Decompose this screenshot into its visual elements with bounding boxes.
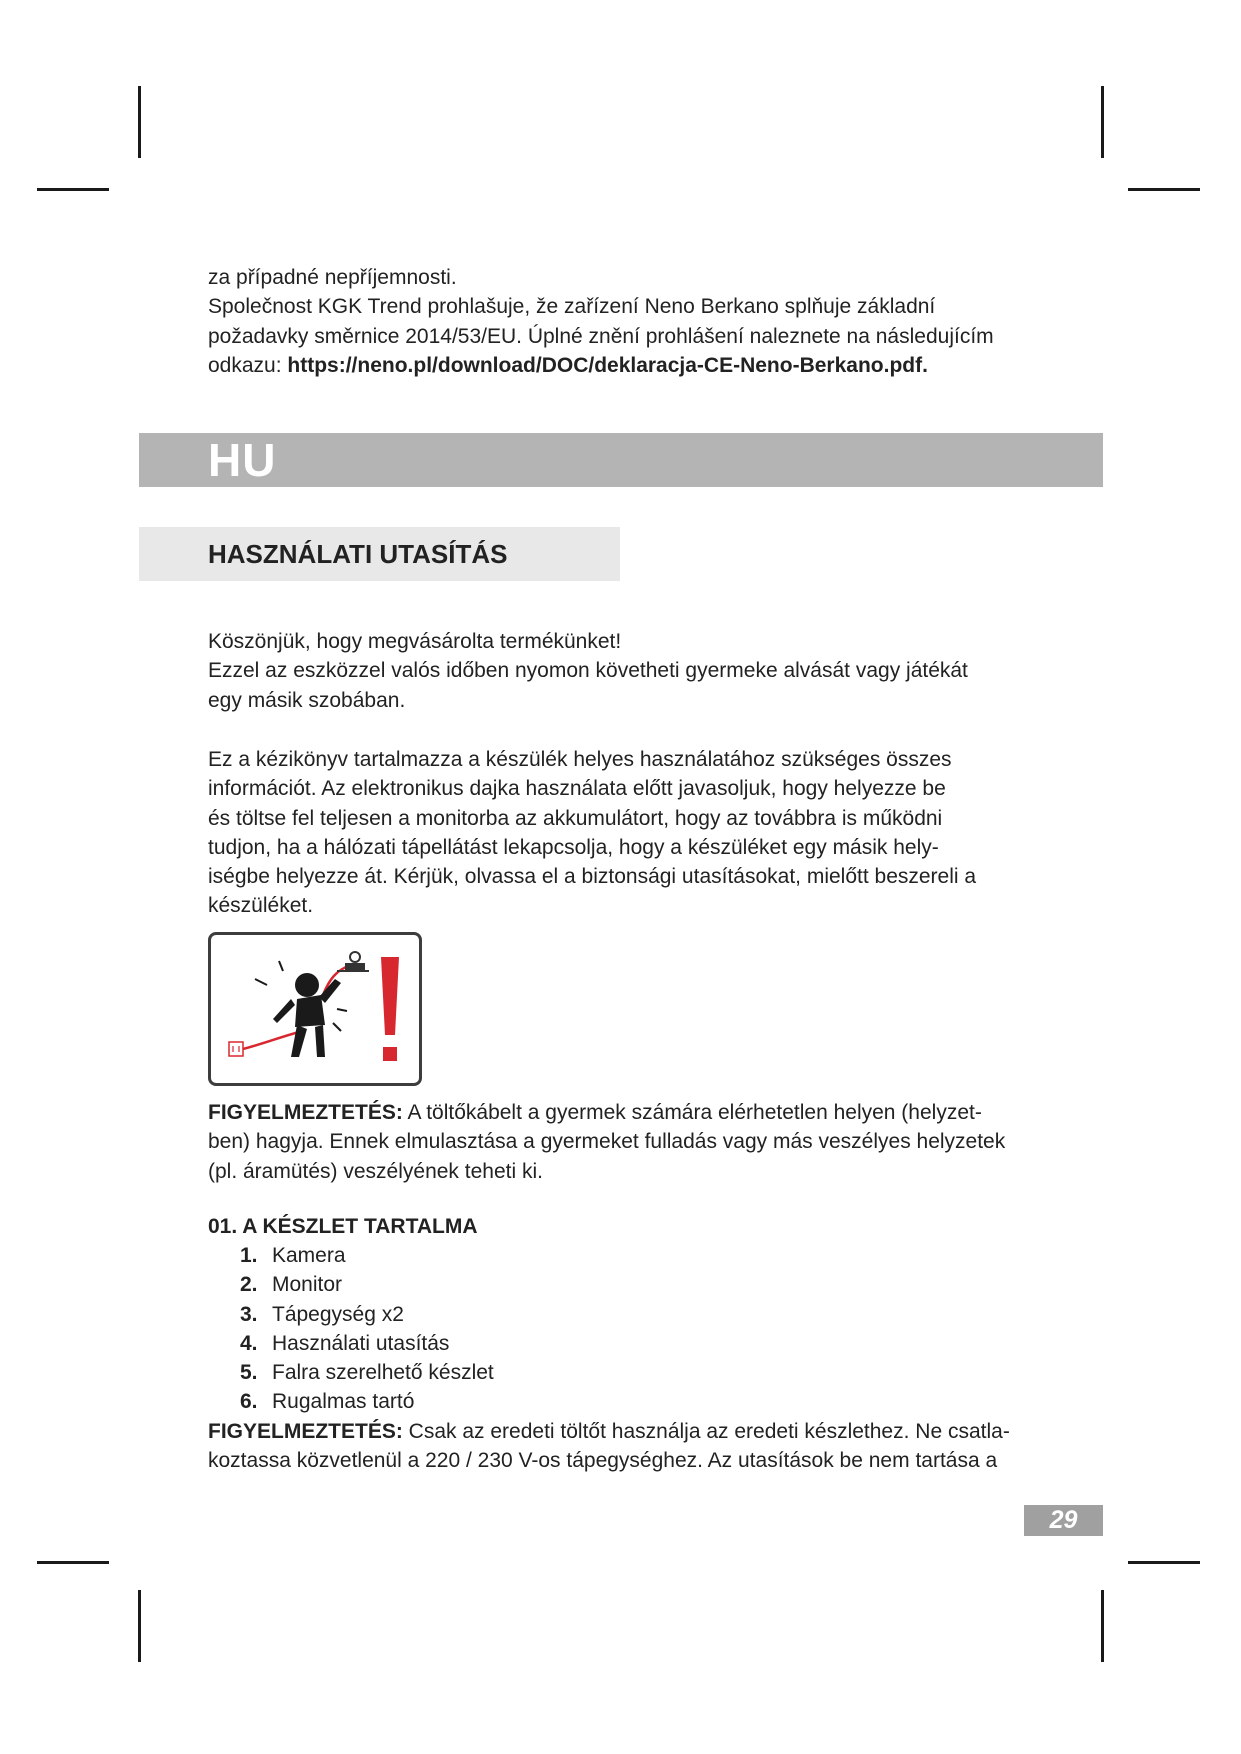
list-item — [240, 1300, 494, 1329]
manual-info-paragraph — [208, 745, 1048, 921]
warning-label: FIGYELMEZTETÉS: — [208, 1101, 403, 1124]
text-line: készüléket. — [208, 894, 314, 918]
page-number-badge: 29 — [1024, 1505, 1103, 1536]
kit-contents-title: 01. A KÉSZLET TARTALMA — [208, 1215, 478, 1238]
text-line: (pl. áramütés) veszélyének teheti ki. — [208, 1159, 543, 1183]
crop-mark — [37, 1561, 109, 1564]
list-item-number: 1. — [240, 1244, 258, 1267]
text-line — [208, 1098, 1048, 1127]
crop-mark — [1128, 1561, 1200, 1564]
text-line: információt. Az elektronikus dajka használata előtt javasoljuk, hogy helyezze be — [208, 777, 946, 801]
list-item — [240, 1241, 494, 1270]
text-line: za případné nepříjemnosti. — [208, 266, 457, 289]
text-line — [208, 1417, 1048, 1446]
list-item-label: Használati utasítás — [272, 1331, 450, 1355]
text-line: Köszönjük, hogy megvásárolta termékünket! — [208, 630, 622, 653]
list-item — [240, 1387, 494, 1416]
cable-warning-paragraph — [208, 1098, 1048, 1186]
text-line — [208, 351, 1048, 380]
list-item-label: Kamera — [272, 1244, 346, 1267]
crop-mark — [138, 1590, 141, 1662]
text-line: Ezzel az eszközzel valós időben nyomon követheti gyermeke alvását vagy játékát — [208, 659, 968, 683]
text-line: koztassa közvetlenül a 220 / 230 V-os tápegységhez. Az utasítások be nem tartása a — [208, 1449, 998, 1473]
kit-contents-list — [240, 1241, 494, 1417]
list-item-label: Rugalmas tartó — [272, 1390, 415, 1414]
text-line: és töltse fel teljesen a monitorba az akkumulátort, hogy az továbbra is működni — [208, 806, 943, 830]
list-item-number: 4. — [240, 1331, 258, 1355]
list-item-label: Falra szerelhető készlet — [272, 1361, 494, 1385]
text-line: ben) hagyja. Ennek elmulasztása a gyermeket fulladás vagy más veszélyes helyzetek — [208, 1130, 1006, 1154]
list-item-label: Monitor — [272, 1273, 343, 1297]
text-line: iségbe helyezze át. Kérjük, olvassa el a biztonsági utasításokat, mielőtt beszereli a — [208, 865, 977, 889]
declaration-paragraph — [208, 263, 1048, 380]
declaration-link[interactable]: https://neno.pl/download/DOC/deklaracja-CE-Neno-Berkano.pdf. — [287, 353, 928, 377]
list-item — [240, 1329, 494, 1358]
text-line: Ez a kézikönyv tartalmazza a készülék helyes használatához szükséges összes — [208, 748, 952, 771]
link-prefix: odkazu: — [208, 353, 288, 377]
list-item — [240, 1358, 494, 1387]
warning-text: Csak az eredeti töltőt használja az eredeti készlethez. Ne csatla- — [402, 1420, 1010, 1443]
list-item-number: 3. — [240, 1302, 258, 1326]
text-line: egy másik szobában. — [208, 688, 406, 712]
crop-mark — [138, 86, 141, 158]
crop-mark — [1101, 86, 1104, 158]
text-line: tudjon, ha a hálózati tápellátást lekapcsolja, hogy a készüléket egy másik hely- — [208, 835, 939, 859]
list-item-number: 2. — [240, 1273, 258, 1297]
section-title: HASZNÁLATI UTASÍTÁS — [208, 539, 508, 569]
list-item — [240, 1270, 494, 1299]
crop-mark — [1128, 188, 1200, 191]
cable-hazard-illustration — [208, 932, 422, 1086]
warning-label: FIGYELMEZTETÉS: — [208, 1420, 403, 1443]
crop-mark — [37, 188, 109, 191]
text-line: Společnost KGK Trend prohlašuje, že zařízení Neno Berkano splňuje základní — [208, 295, 936, 319]
list-item-label: Tápegység x2 — [272, 1302, 404, 1326]
text-line: požadavky směrnice 2014/53/EU. Úplné znění prohlášení naleznete na následujícím — [208, 324, 994, 348]
crop-mark — [1101, 1590, 1104, 1662]
list-item-number: 6. — [240, 1390, 258, 1414]
language-header-bar — [139, 433, 1103, 487]
intro-paragraph — [208, 627, 1048, 715]
list-item-number: 5. — [240, 1361, 258, 1385]
section-header-bar — [139, 527, 620, 581]
warning-text: A töltőkábelt a gyermek számára elérhetetlen helyen (helyzet- — [402, 1101, 982, 1124]
language-code: HU — [208, 434, 277, 486]
charger-warning-paragraph — [208, 1417, 1048, 1476]
child-cable-hazard-icon — [211, 935, 419, 1083]
